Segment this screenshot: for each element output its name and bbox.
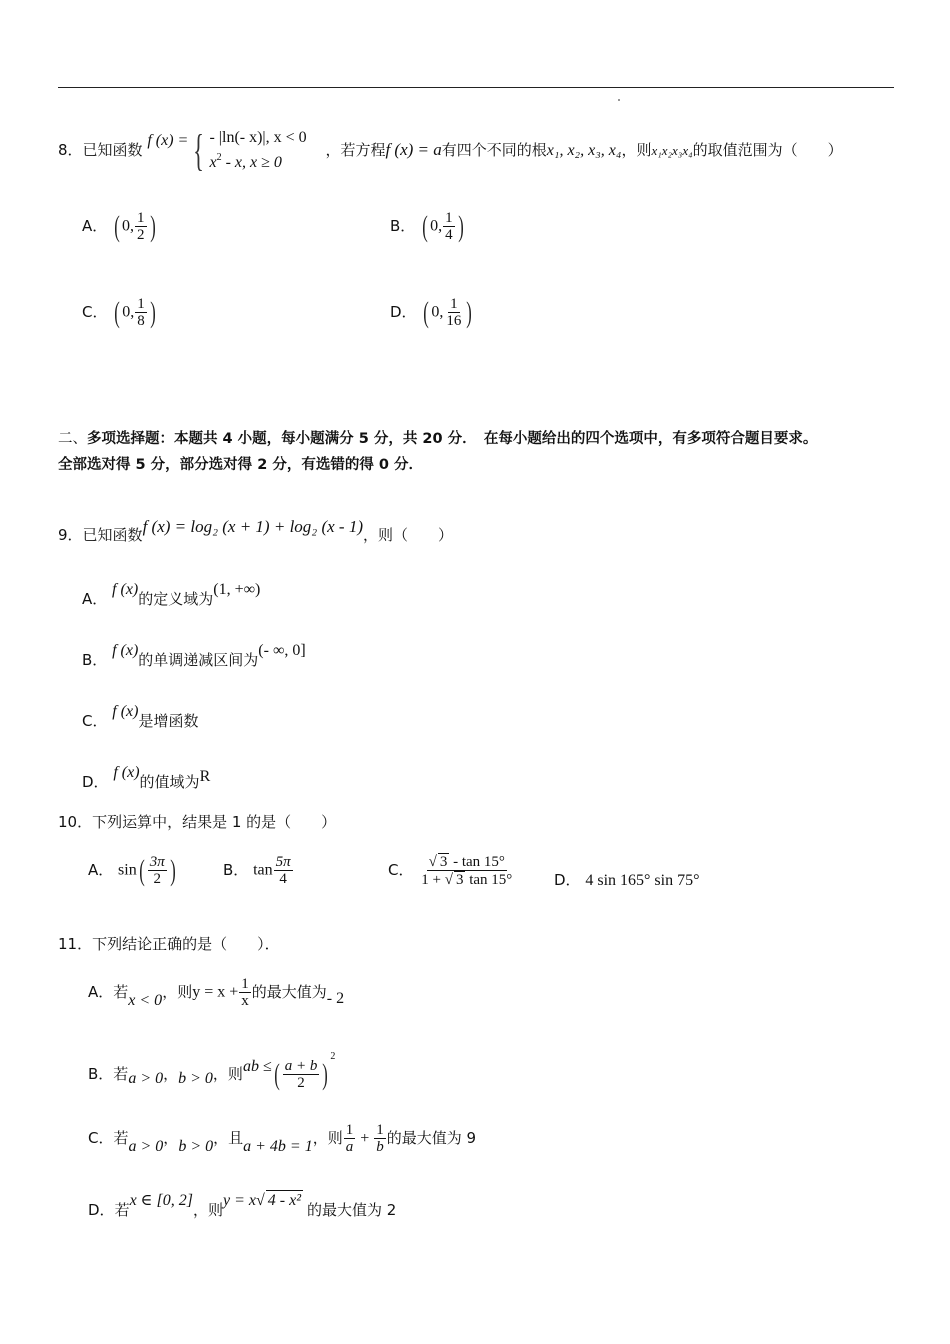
q8-option-a[interactable]: A． ( 0, $\frac{1}{2}$ ) — [82, 209, 156, 243]
header-rule — [58, 87, 894, 88]
q9-option-a[interactable]: A． f (x)的定义域为(1, +∞) — [82, 581, 261, 608]
q9-option-d[interactable]: D． f (x)的值域为R — [82, 764, 211, 791]
q8-case1: - |ln(- x)|, x < 0 — [209, 129, 307, 146]
question-11 — [58, 934, 280, 954]
q8-mid: ，若方程 — [325, 141, 386, 159]
page-dot — [618, 99, 620, 101]
q11-number: 11． — [58, 935, 93, 953]
q8-mid2: 有四个不同的根 — [441, 141, 547, 159]
q9-tail: ，则（ ） — [362, 526, 453, 544]
q10-option-c[interactable]: C． $\frac{√ 3 - \tan 15^\circ}{1 + √ 3 \tan 15^\circ}$ — [388, 854, 513, 888]
q8-option-b[interactable]: B． ( 0, $\frac{1}{4}$ ) — [390, 209, 464, 243]
q9-option-b[interactable]: B． f (x)的单调递减区间为(- ∞, 0] — [82, 642, 306, 669]
section-2-prefix: 二、 — [58, 431, 87, 447]
q11-stem: 下列结论正确的是（ ）． — [92, 935, 280, 953]
q10-number: 10． — [58, 813, 93, 831]
q8-option-d[interactable]: D． ( 0, $\frac{1}{16}$ ) — [390, 295, 473, 329]
q9-number: 9． — [58, 526, 83, 544]
q9-lead: 已知函数 — [82, 526, 143, 544]
q8-case2: $x^2$ - x, x ≥ 0 — [209, 152, 282, 171]
q8-number: 8． — [58, 141, 83, 159]
q8-lead: 已知函数 — [82, 141, 143, 159]
q8-piecewise — [209, 128, 306, 173]
q9-option-c[interactable]: C． f (x)是增函数 — [82, 703, 199, 730]
q11-option-d[interactable]: D．若x ∈ [0, 2]，则y = x√ 4 - x²的最大值为 2 — [88, 1192, 397, 1219]
q10-option-a[interactable]: A． sin( $\frac{3\pi}{2}$ ) — [88, 853, 176, 887]
q8-product: x₁x₂x₃x₄ — [651, 143, 693, 158]
q9-func: f (x) = log₂ (x + 1) + log₂ (x - 1) — [142, 517, 363, 536]
question-8 — [58, 118, 843, 174]
q8-brace: { — [193, 125, 205, 175]
q11-option-c[interactable]: C．若a > 0，b > 0，且a + 4b = 1，则 $\frac{1}{a}$ + $\frac{1}{b}$ 的最大值为 9 — [88, 1122, 477, 1155]
q10-option-d[interactable]: D． 4 sin 165° sin 75° — [554, 871, 700, 889]
q8-mid3: ，则 — [621, 141, 652, 159]
q10-stem: 下列运算中，结果是 1 的是（ ） — [92, 813, 337, 831]
q8-roots: x₁, x₂, x₃, x₄ — [546, 142, 622, 159]
q11-option-a[interactable]: A．若x < 0，则y = x + $\frac{1}{x}$ 的最大值为- 2 — [88, 976, 345, 1009]
section-2-line-1 — [58, 429, 817, 449]
section-2-rules: 全部选对得 5 分，部分选对得 2 分，有选错的得 0 分． — [58, 457, 424, 473]
q8-tail: 的取值范围为（ ） — [692, 141, 843, 159]
q8-option-c[interactable]: C． ( 0, $\frac{1}{8}$ ) — [82, 295, 156, 329]
question-10 — [58, 812, 336, 832]
q11-option-b[interactable]: B．若a > 0，b > 0，则ab ≤( $\frac{a + b}{2}$ )$^2$ — [88, 1051, 336, 1091]
section-2-title: 多项选择题：本题共 4 小题，每小题满分 5 分，共 20 分． 在每小题给出的四个选项中，有多项符合题目要求。 — [87, 431, 818, 447]
q10-option-b[interactable]: B． tan $\frac{5\pi}{4}$ — [223, 854, 291, 887]
section-2-line-2 — [58, 455, 423, 475]
q8-eq: f (x) = a — [385, 140, 442, 159]
question-9 — [58, 517, 453, 545]
q8-func-lhs: f (x) = — [147, 132, 189, 149]
